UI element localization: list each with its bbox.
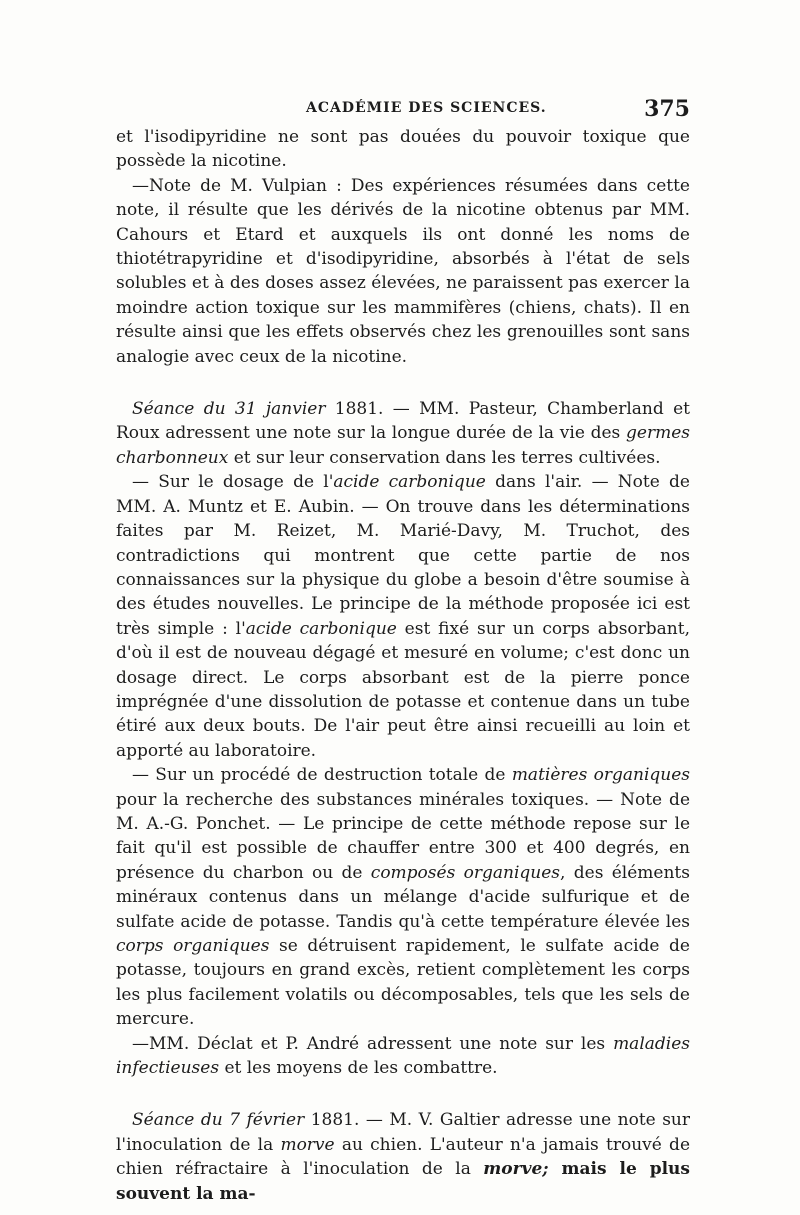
italic-term: morve bbox=[280, 1134, 335, 1155]
text-span: —MM. Déclat et P. André adressent une note sur les bbox=[132, 1033, 614, 1054]
text-span: et les moyens de les combattre. bbox=[219, 1058, 498, 1079]
page-body bbox=[116, 125, 690, 1206]
italic-term: morve; bbox=[483, 1159, 549, 1180]
text-span: dans l'air. — Note de MM. A. Muntz et E. Aubin. — On trouve dans les déterminations faites par M. Reizet, M. Marié-Davy, M. Truchot, des contradictions qui montrent que cette partie de nos connaissances sur la physique du globe a besoin d'être soumise à des études nouvelles. Le principe de la méthode proposée ici est très simple : l' bbox=[116, 472, 690, 639]
text-span: 1881. — MM. Pasteur, Chamberland et Roux adressent une note sur la longue durée de la vie des bbox=[116, 399, 690, 444]
italic-term: germes charbonneux bbox=[116, 423, 690, 468]
text-span: — Sur un procédé de destruction totale de bbox=[132, 765, 512, 786]
running-title: ACADÉMIE DES SCIENCES. bbox=[306, 100, 547, 116]
text-span: —Note de M. Vulpian : Des expériences résumées dans cette note, il résulte que les dérivés de la nicotine obtenus par MM. Cahours et Etard et auxquels ils ont donné les noms de thiotétrapyridine et d'isodipyridine, absorbés à l'état de sels solubles et à des doses assez élevées, ne paraissent pas exercer la moindre action toxique sur les mammifères (chiens, chats). Il en résulte ainsi que les effets observés chez les grenouilles sont sans analogie avec ceux de la nicotine. bbox=[116, 175, 690, 367]
paragraph-1 bbox=[116, 125, 690, 174]
italic-term: maladies infectieuses bbox=[116, 1033, 690, 1079]
paragraph-5 bbox=[116, 763, 690, 1031]
page-number: 375 bbox=[644, 96, 690, 122]
italic-term: acide carbonique bbox=[245, 618, 397, 639]
italic-term: acide carbonique bbox=[333, 472, 486, 493]
section-gap bbox=[116, 369, 690, 397]
text-span: au chien. L'auteur n'a jamais trouvé de chien réfractaire à l'inoculation de la bbox=[116, 1134, 691, 1180]
text-span: et l'isodipyridine ne sont pas douées du pouvoir toxique que possède la nicotine. bbox=[116, 127, 690, 172]
text-span: pour la recherche des substances minérales toxiques. — Note de M. A.-G. Ponchet. — Le principe de cette méthode repose sur le fait qu'il est possible de chauffer entre 300 et 400 degrés, en présence du charbon ou de bbox=[116, 789, 690, 883]
paragraph-7 bbox=[116, 1108, 690, 1206]
page-header bbox=[116, 96, 690, 122]
italic-term: corps organiques bbox=[116, 936, 270, 956]
text-span: est fixé sur un corps absorbant, d'où il est de nouveau dégagé et mesuré en volume; c'est donc un dosage direct. Le corps absorbant est de la pierre ponce imprégnée d'une dissolution de potasse et contenue dans un tube étiré aux deux bouts. De l'air peut être ainsi recueilli au loin et apporté au laboratoire. bbox=[116, 618, 690, 761]
italic-term: composés organiques bbox=[370, 862, 561, 883]
text-span: mais le plus souvent la ma- bbox=[116, 1159, 690, 1204]
text-span: , des éléments minéraux contenus dans un mélange d'acide sulfurique et de sulfate acide de potasse. Tandis qu'à cette température élevée les bbox=[116, 862, 690, 932]
italic-term: matières organiques bbox=[511, 765, 690, 786]
paragraph-6 bbox=[116, 1032, 690, 1081]
italic-session-date: Séance du 31 janvier bbox=[132, 399, 326, 420]
section-gap bbox=[116, 1080, 690, 1108]
text-span: 1881. — M. V. Galtier adresse une note sur l'inoculation de la bbox=[116, 1110, 691, 1155]
paragraph-4 bbox=[116, 470, 690, 763]
paragraph-3 bbox=[116, 397, 690, 470]
text-span: se détruisent rapidement, le sulfate acide de potasse, toujours en grand excès, retient complètement les corps les plus facilement volatils ou décomposables, tels que les sels de mercure. bbox=[116, 936, 690, 1030]
text-span: — Sur le dosage de l' bbox=[132, 472, 334, 493]
text-span: et sur leur conservation dans les terres cultivées. bbox=[228, 447, 661, 468]
italic-session-date: Séance du 7 février bbox=[132, 1110, 305, 1131]
paragraph-2 bbox=[116, 174, 690, 369]
